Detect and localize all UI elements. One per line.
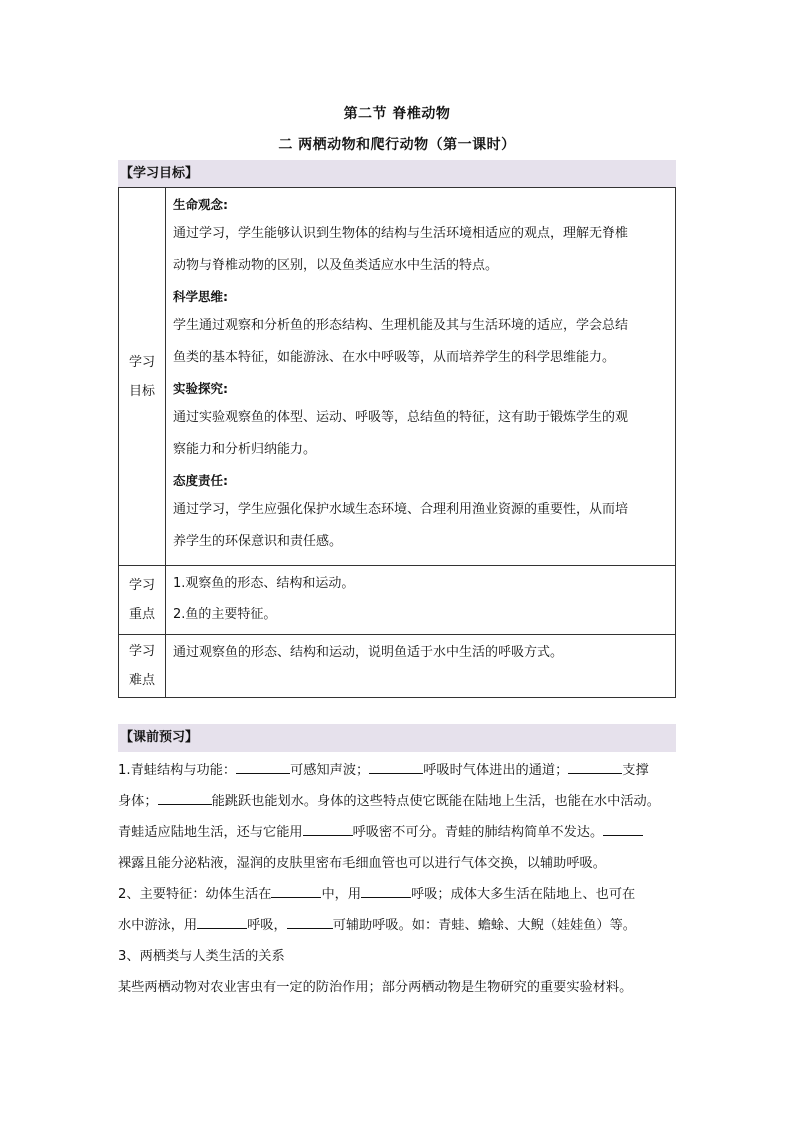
answer-blank[interactable] (361, 884, 411, 898)
preview-content (118, 755, 678, 1003)
answer-blank[interactable] (303, 822, 353, 836)
preview-line: 水中游泳，用 呼吸， 可辅助呼吸。如：青蛙、蟾蜍、大鲵（娃娃鱼）等。 (118, 910, 678, 941)
goal-text-line: 察能力和分析归纳能力。 (173, 442, 317, 457)
learning-goals-table (118, 187, 676, 698)
goal-text-line: 通过学习，学生能够认识到生物体的结构与生活环境相适应的观点，理解无脊椎 (173, 226, 629, 241)
page-title: 第二节 脊椎动物 (343, 106, 451, 122)
table-row-difficulties (119, 635, 676, 698)
preview-line: 青蛙适应陆地生活，还与它能用 呼吸密不可分。青蛙的肺结构简单不发达。 (118, 817, 678, 848)
answer-blank[interactable] (287, 915, 333, 929)
goal-text-line: 通过实验观察鱼的体型、运动、呼吸等，总结鱼的特征，这有助于锻炼学生的观 (173, 410, 629, 425)
goal-text-line: 动物与脊椎动物的区别，以及鱼类适应水中生活的特点。 (173, 258, 499, 273)
learning-goals-heading: 【学习目标】 (118, 160, 676, 187)
list-item: 1.观察鱼的形态、结构和运动。 (173, 576, 355, 591)
answer-blank[interactable] (197, 915, 247, 929)
goal-title-scientific-thinking: 科学思维: (173, 289, 228, 304)
preview-line: 2、主要特征：幼体生活在 中，用 呼吸；成体大多生活在陆地上、也可在 (118, 879, 678, 910)
goal-text-line: 学生通过观察和分析鱼的形态结构、生理机能及其与生活环境的适应，学会总结 (173, 318, 629, 333)
goal-title-experiment: 实验探究: (173, 381, 228, 396)
table-row-goals (119, 188, 676, 566)
preview-line: 身体； 能跳跃也能划水。身体的这些特点使它既能在陆地上生活，也能在水中活动。 (118, 786, 678, 817)
difficulties-content (166, 635, 676, 698)
answer-blank[interactable] (568, 760, 622, 774)
preview-line: 3、两栖类与人类生活的关系 (118, 949, 285, 964)
key-points-content (166, 566, 676, 635)
goals-content (166, 188, 676, 566)
preview-heading: 【课前预习】 (118, 724, 676, 752)
list-item: 2.鱼的主要特征。 (173, 607, 277, 622)
goal-text-line: 养学生的环保意识和责任感。 (173, 534, 343, 549)
row-label-key-points: 学习 重点 (119, 566, 166, 635)
goal-title-life-concept: 生命观念: (173, 197, 228, 212)
page-subtitle: 二 两栖动物和爬行动物（第一课时） (278, 137, 516, 153)
table-row-key-points (119, 566, 676, 635)
goal-text-line: 通过学习，学生应强化保护水域生态环境、合理利用渔业资源的重要性，从而培 (173, 502, 629, 517)
row-label-difficulties: 学习 难点 (119, 635, 166, 698)
answer-blank[interactable] (236, 760, 290, 774)
row-label-goals: 学习 目标 (119, 188, 166, 566)
answer-blank[interactable] (158, 791, 212, 805)
goal-title-attitude: 态度责任: (173, 473, 228, 488)
answer-blank[interactable] (271, 884, 321, 898)
preview-line: 裸露且能分泌粘液，湿润的皮肤里密布毛细血管也可以进行气体交换，以辅助呼吸。 (118, 856, 606, 871)
list-item: 通过观察鱼的形态、结构和运动，说明鱼适于水中生活的呼吸方式。 (173, 645, 564, 660)
preview-line: 1.青蛙结构与功能： 可感知声波； 呼吸时气体进出的通道； 支撑 (118, 755, 678, 786)
goal-text-line: 鱼类的基本特征，如能游泳、在水中呼吸等，从而培养学生的科学思维能力。 (173, 350, 616, 365)
answer-blank[interactable] (603, 822, 643, 836)
answer-blank[interactable] (369, 760, 423, 774)
preview-line: 某些两栖动物对农业害虫有一定的防治作用；部分两栖动物是生物研究的重要实验材料。 (118, 980, 633, 995)
